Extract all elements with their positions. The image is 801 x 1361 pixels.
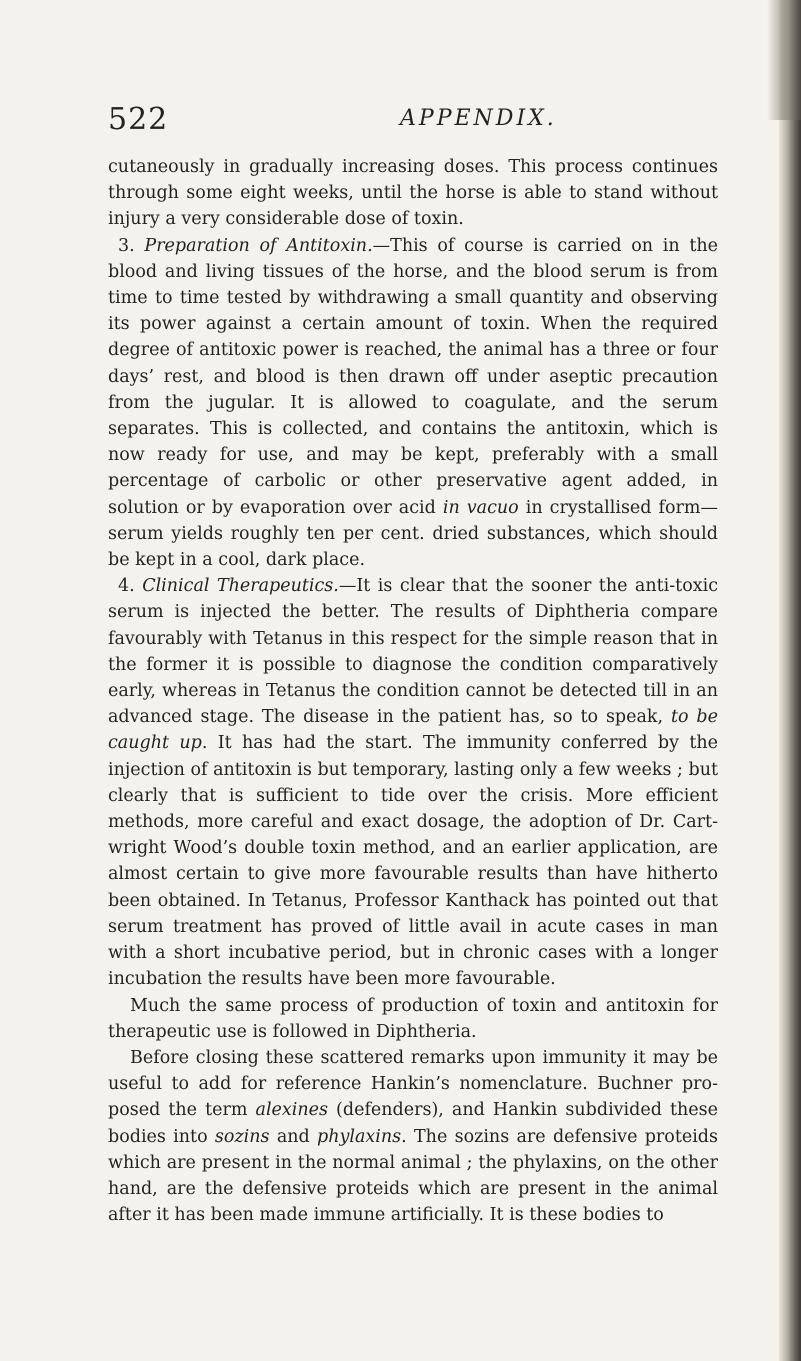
italic-term: alexines bbox=[255, 1100, 328, 1121]
text-run: 4. bbox=[118, 576, 143, 597]
text-run: . The sozins are defensive proteids which are present in the normal animal ; the phylaxins, on the other hand, are the defensive proteids which are present in the animal after it has been made immune artificially. It is these bodies to bbox=[108, 1126, 718, 1226]
italic-term: sozins bbox=[214, 1126, 270, 1147]
text-run: (defenders), and Hankin subdivided these bodies into bbox=[108, 1100, 718, 1147]
text-run: —It is clear that the sooner the anti-toxic serum is injected the better. The results of Diphtheria compare favourably with Tetanus in this respect for the simple reason that in the former it is possible to diagnose the condition comparatively early, whereas in Tetanus the condition cannot be detected till in an advanced stage. The disease in the patient has, so to speak, bbox=[108, 576, 719, 728]
italic-phrase: in vacuo bbox=[442, 497, 519, 518]
paragraph-clinical-therapeutics bbox=[108, 573, 718, 992]
page-number: 522 bbox=[108, 102, 169, 137]
italic-term: phylaxins bbox=[317, 1126, 402, 1147]
page-edge-shadow bbox=[779, 0, 801, 1361]
text-run: in crystallised form—serum yields roughly ten per cent. dried substances, which should be kept in a cool, dark place. bbox=[108, 497, 719, 571]
section-heading: Preparation of Antitoxin. bbox=[144, 235, 373, 256]
body-text bbox=[108, 154, 718, 1228]
text-run: —This of course is carried on in the blood and living tissues of the horse, and the blood serum is from time to time tested by withdrawing a small quantity and observing its power against a certain amount of toxin. When the required degree of antitoxic power is reached, the animal has a three or four days’ rest, and blood is then drawn off under aseptic precaution from the jugular. It is allowed to coagulate, and the serum separates. This is collected, and contains the antitoxin, which is now ready for use, and may be kept, preferably with a small percentage of carbolic or other preservative agent added, in solution or by evaporation over acid bbox=[108, 235, 718, 518]
paragraph-diphtheria bbox=[108, 993, 718, 1045]
text-run: and bbox=[269, 1126, 318, 1147]
text-run: Before closing these scattered remarks upon immunity it may be useful to add for reference Hankin’s nomenclature. Buchner pro-posed the term bbox=[108, 1047, 718, 1121]
section-heading: Clinical Therapeutics. bbox=[142, 576, 339, 597]
text-run: . It has had the start. The immunity conferred by the injection of antitoxin is but temporary, lasting only a few weeks ; but clearly that is sufficient to tide over the crisis. More efficient methods, more careful and exact dosage, the adoption of Dr. Cart-wright Wood’s double toxin method, and an earlier application, are almost certain to give more favourable results than have hitherto been obtained. In Tetanus, Professor Kanthack has pointed out that serum treatment has proved of little avail in acute cases in man with a short incubative period, but in chronic cases with a longer incubation the results have been more favourable. bbox=[108, 733, 718, 990]
running-head: APPENDIX. bbox=[400, 106, 557, 131]
paragraph-continuation bbox=[108, 154, 718, 233]
text-run: 3. bbox=[118, 235, 145, 256]
paragraph-nomenclature bbox=[108, 1045, 718, 1228]
page-header bbox=[0, 102, 801, 142]
italic-phrase: to be caught up bbox=[108, 707, 718, 754]
text-run: Much the same process of production of toxin and antitoxin for therapeutic use is followed in Diphtheria. bbox=[108, 995, 718, 1042]
paragraph-preparation-of-antitoxin bbox=[108, 233, 718, 574]
text-run: cutaneously in gradually increasing doses. This process continues through some eight weeks, until the horse is able to stand without injury a very considerable dose of toxin. bbox=[108, 157, 718, 230]
